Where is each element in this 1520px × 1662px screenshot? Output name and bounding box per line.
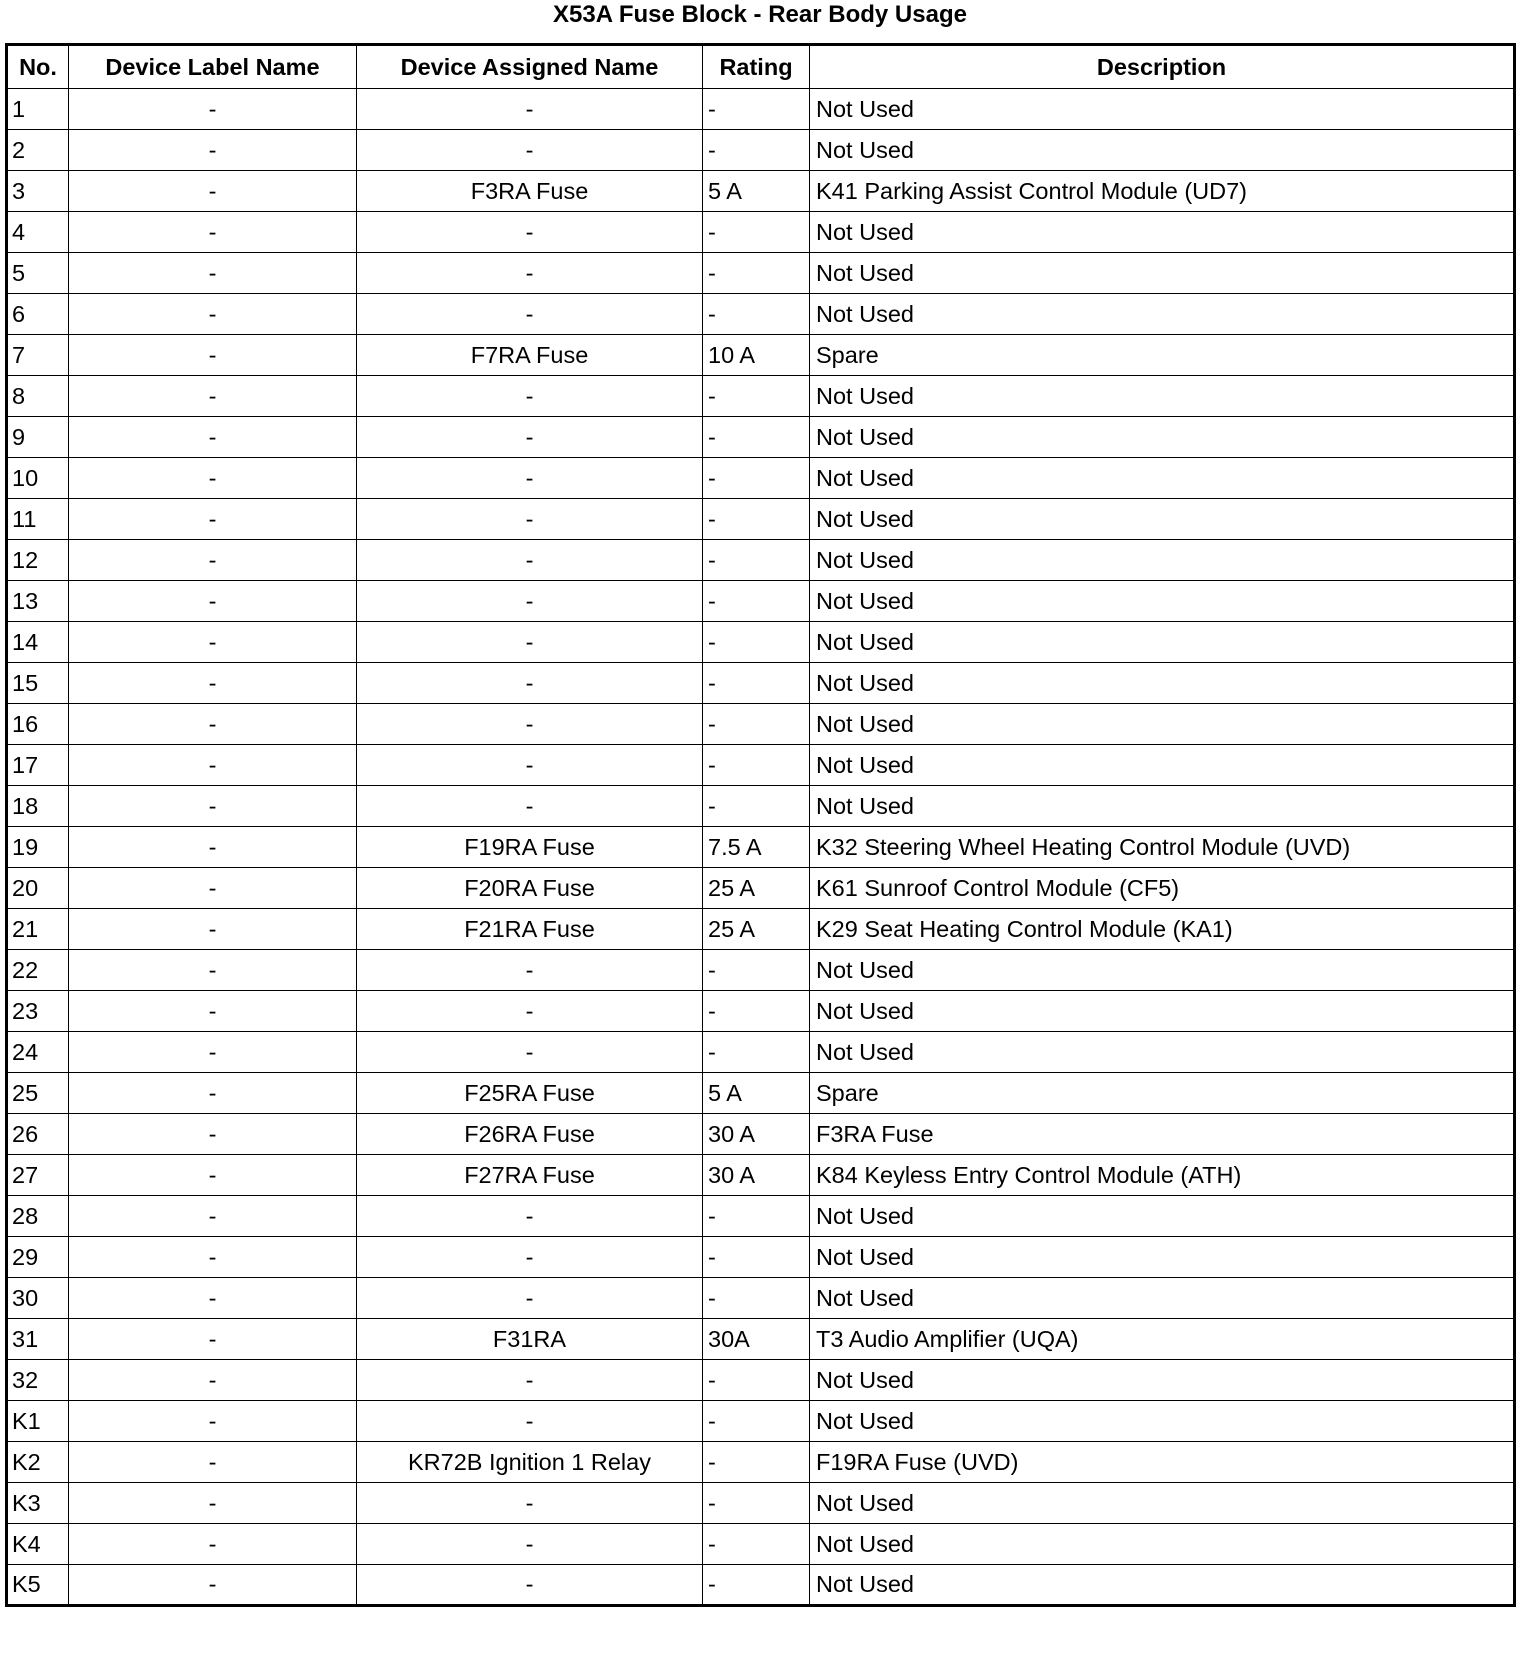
cell-device-assigned-name: - <box>357 253 703 294</box>
cell-description: Spare <box>810 1073 1515 1114</box>
cell-device-label-name: - <box>69 1319 357 1360</box>
cell-device-assigned-name: - <box>357 1196 703 1237</box>
table-row <box>7 786 1515 827</box>
cell-rating: - <box>703 294 810 335</box>
table-row <box>7 1237 1515 1278</box>
table-row <box>7 950 1515 991</box>
cell-description: T3 Audio Amplifier (UQA) <box>810 1319 1515 1360</box>
cell-description: Not Used <box>810 130 1515 171</box>
cell-description: Not Used <box>810 704 1515 745</box>
cell-device-assigned-name: - <box>357 991 703 1032</box>
cell-rating: - <box>703 1032 810 1073</box>
cell-rating: - <box>703 704 810 745</box>
table-body <box>7 89 1515 1606</box>
cell-description: Not Used <box>810 1032 1515 1073</box>
cell-device-label-name: - <box>69 1401 357 1442</box>
cell-rating: - <box>703 786 810 827</box>
cell-device-assigned-name: F31RA <box>357 1319 703 1360</box>
cell-device-label-name: - <box>69 130 357 171</box>
cell-rating: 5 A <box>703 171 810 212</box>
cell-description: Not Used <box>810 417 1515 458</box>
cell-device-assigned-name: - <box>357 540 703 581</box>
cell-description: F19RA Fuse (UVD) <box>810 1442 1515 1483</box>
cell-device-assigned-name: - <box>357 704 703 745</box>
cell-device-label-name: - <box>69 1114 357 1155</box>
cell-device-label-name: - <box>69 991 357 1032</box>
cell-no: 21 <box>7 909 69 950</box>
cell-rating: - <box>703 622 810 663</box>
cell-device-label-name: - <box>69 704 357 745</box>
cell-description: Not Used <box>810 581 1515 622</box>
cell-rating: - <box>703 499 810 540</box>
column-header-device-label-name: Device Label Name <box>69 45 357 89</box>
cell-rating: - <box>703 1483 810 1524</box>
cell-no: 12 <box>7 540 69 581</box>
cell-rating: - <box>703 540 810 581</box>
cell-device-label-name: - <box>69 1073 357 1114</box>
cell-description: K29 Seat Heating Control Module (KA1) <box>810 909 1515 950</box>
cell-rating: - <box>703 745 810 786</box>
cell-rating: - <box>703 417 810 458</box>
table-row <box>7 1073 1515 1114</box>
table-row <box>7 499 1515 540</box>
cell-rating: 10 A <box>703 335 810 376</box>
cell-description: Not Used <box>810 1360 1515 1401</box>
cell-device-assigned-name: F3RA Fuse <box>357 171 703 212</box>
cell-no: 19 <box>7 827 69 868</box>
cell-device-assigned-name: - <box>357 1524 703 1565</box>
cell-no: 2 <box>7 130 69 171</box>
cell-device-label-name: - <box>69 581 357 622</box>
cell-device-assigned-name: - <box>357 786 703 827</box>
cell-device-assigned-name: - <box>357 89 703 130</box>
cell-device-assigned-name: - <box>357 417 703 458</box>
cell-no: 16 <box>7 704 69 745</box>
table-row <box>7 294 1515 335</box>
cell-no: 13 <box>7 581 69 622</box>
cell-description: F3RA Fuse <box>810 1114 1515 1155</box>
cell-no: 10 <box>7 458 69 499</box>
cell-no: 15 <box>7 663 69 704</box>
cell-rating: - <box>703 1401 810 1442</box>
cell-rating: - <box>703 376 810 417</box>
cell-device-label-name: - <box>69 1032 357 1073</box>
cell-device-label-name: - <box>69 376 357 417</box>
table-row <box>7 171 1515 212</box>
cell-device-label-name: - <box>69 1360 357 1401</box>
table-row <box>7 1360 1515 1401</box>
cell-device-label-name: - <box>69 1442 357 1483</box>
cell-rating: 5 A <box>703 1073 810 1114</box>
column-header-device-assigned-name: Device Assigned Name <box>357 45 703 89</box>
cell-device-assigned-name: - <box>357 376 703 417</box>
cell-description: Not Used <box>810 1237 1515 1278</box>
cell-no: 27 <box>7 1155 69 1196</box>
cell-device-label-name: - <box>69 1196 357 1237</box>
cell-device-label-name: - <box>69 1278 357 1319</box>
cell-device-label-name: - <box>69 540 357 581</box>
table-row <box>7 909 1515 950</box>
cell-device-label-name: - <box>69 417 357 458</box>
cell-device-assigned-name: - <box>357 1278 703 1319</box>
cell-rating: 7.5 A <box>703 827 810 868</box>
table-header-row <box>7 45 1515 89</box>
cell-description: Not Used <box>810 499 1515 540</box>
cell-no: 22 <box>7 950 69 991</box>
cell-rating: - <box>703 253 810 294</box>
cell-description: Not Used <box>810 745 1515 786</box>
cell-no: 6 <box>7 294 69 335</box>
cell-description: Not Used <box>810 89 1515 130</box>
cell-no: K2 <box>7 1442 69 1483</box>
table-row <box>7 1114 1515 1155</box>
table-row <box>7 745 1515 786</box>
table-row <box>7 581 1515 622</box>
table-row <box>7 663 1515 704</box>
cell-rating: - <box>703 1196 810 1237</box>
cell-rating: - <box>703 1278 810 1319</box>
column-header-rating: Rating <box>703 45 810 89</box>
cell-rating: 30A <box>703 1319 810 1360</box>
cell-no: 7 <box>7 335 69 376</box>
cell-no: K4 <box>7 1524 69 1565</box>
cell-description: Not Used <box>810 1524 1515 1565</box>
cell-device-assigned-name: - <box>357 212 703 253</box>
cell-rating: - <box>703 1565 810 1606</box>
cell-device-label-name: - <box>69 745 357 786</box>
cell-rating: - <box>703 1360 810 1401</box>
column-header-no: No. <box>7 45 69 89</box>
table-row <box>7 1483 1515 1524</box>
cell-no: 28 <box>7 1196 69 1237</box>
cell-device-assigned-name: KR72B Ignition 1 Relay <box>357 1442 703 1483</box>
cell-device-label-name: - <box>69 253 357 294</box>
cell-device-label-name: - <box>69 1524 357 1565</box>
cell-rating: - <box>703 950 810 991</box>
cell-device-label-name: - <box>69 212 357 253</box>
table-row <box>7 335 1515 376</box>
cell-no: 32 <box>7 1360 69 1401</box>
cell-no: 1 <box>7 89 69 130</box>
cell-rating: - <box>703 458 810 499</box>
cell-rating: - <box>703 212 810 253</box>
cell-description: Not Used <box>810 253 1515 294</box>
table-row <box>7 622 1515 663</box>
cell-no: 11 <box>7 499 69 540</box>
cell-description: Not Used <box>810 1278 1515 1319</box>
cell-device-label-name: - <box>69 909 357 950</box>
cell-device-assigned-name: F19RA Fuse <box>357 827 703 868</box>
cell-device-label-name: - <box>69 499 357 540</box>
cell-device-assigned-name: - <box>357 499 703 540</box>
table-row <box>7 376 1515 417</box>
cell-device-assigned-name: - <box>357 1565 703 1606</box>
table-row <box>7 1278 1515 1319</box>
table-row <box>7 540 1515 581</box>
cell-rating: - <box>703 663 810 704</box>
cell-rating: - <box>703 1237 810 1278</box>
cell-rating: - <box>703 1524 810 1565</box>
cell-rating: - <box>703 89 810 130</box>
cell-device-label-name: - <box>69 786 357 827</box>
cell-device-assigned-name: - <box>357 458 703 499</box>
cell-rating: 30 A <box>703 1155 810 1196</box>
cell-description: Not Used <box>810 1196 1515 1237</box>
cell-device-label-name: - <box>69 1237 357 1278</box>
table-row <box>7 417 1515 458</box>
cell-device-label-name: - <box>69 335 357 376</box>
cell-rating: - <box>703 1442 810 1483</box>
cell-no: 29 <box>7 1237 69 1278</box>
cell-device-assigned-name: - <box>357 745 703 786</box>
cell-no: 4 <box>7 212 69 253</box>
cell-no: K1 <box>7 1401 69 1442</box>
cell-no: 8 <box>7 376 69 417</box>
cell-no: 14 <box>7 622 69 663</box>
table-row <box>7 89 1515 130</box>
table-row <box>7 1319 1515 1360</box>
table-row <box>7 1401 1515 1442</box>
cell-device-label-name: - <box>69 458 357 499</box>
cell-description: Not Used <box>810 540 1515 581</box>
column-header-description: Description <box>810 45 1515 89</box>
cell-no: 26 <box>7 1114 69 1155</box>
cell-device-assigned-name: - <box>357 130 703 171</box>
cell-no: 31 <box>7 1319 69 1360</box>
cell-description: Not Used <box>810 376 1515 417</box>
cell-device-assigned-name: - <box>357 294 703 335</box>
cell-device-label-name: - <box>69 1565 357 1606</box>
table-row <box>7 827 1515 868</box>
cell-device-label-name: - <box>69 171 357 212</box>
cell-device-label-name: - <box>69 294 357 335</box>
table-row <box>7 1442 1515 1483</box>
cell-description: Not Used <box>810 1565 1515 1606</box>
table-row <box>7 1565 1515 1606</box>
cell-description: K61 Sunroof Control Module (CF5) <box>810 868 1515 909</box>
cell-no: K5 <box>7 1565 69 1606</box>
table-row <box>7 253 1515 294</box>
cell-rating: - <box>703 991 810 1032</box>
cell-no: 18 <box>7 786 69 827</box>
cell-device-label-name: - <box>69 622 357 663</box>
cell-device-label-name: - <box>69 868 357 909</box>
cell-device-assigned-name: F20RA Fuse <box>357 868 703 909</box>
table-row <box>7 212 1515 253</box>
cell-description: Not Used <box>810 622 1515 663</box>
cell-no: 20 <box>7 868 69 909</box>
cell-device-assigned-name: - <box>357 1483 703 1524</box>
cell-device-label-name: - <box>69 827 357 868</box>
cell-description: Not Used <box>810 950 1515 991</box>
cell-no: 25 <box>7 1073 69 1114</box>
cell-device-assigned-name: F25RA Fuse <box>357 1073 703 1114</box>
cell-device-label-name: - <box>69 1155 357 1196</box>
cell-device-assigned-name: - <box>357 581 703 622</box>
cell-device-assigned-name: - <box>357 663 703 704</box>
cell-no: 23 <box>7 991 69 1032</box>
table-row <box>7 1524 1515 1565</box>
cell-device-assigned-name: F21RA Fuse <box>357 909 703 950</box>
cell-description: Not Used <box>810 786 1515 827</box>
cell-description: Not Used <box>810 212 1515 253</box>
table-row <box>7 458 1515 499</box>
table-row <box>7 704 1515 745</box>
cell-no: 3 <box>7 171 69 212</box>
cell-device-label-name: - <box>69 950 357 991</box>
cell-rating: - <box>703 130 810 171</box>
cell-description: K32 Steering Wheel Heating Control Module (UVD) <box>810 827 1515 868</box>
cell-device-label-name: - <box>69 663 357 704</box>
cell-rating: 30 A <box>703 1114 810 1155</box>
table-row <box>7 1196 1515 1237</box>
cell-rating: 25 A <box>703 868 810 909</box>
cell-no: 30 <box>7 1278 69 1319</box>
table-row <box>7 991 1515 1032</box>
cell-device-assigned-name: - <box>357 1360 703 1401</box>
page-title: X53A Fuse Block - Rear Body Usage <box>553 1 967 28</box>
cell-description: Not Used <box>810 458 1515 499</box>
cell-device-label-name: - <box>69 89 357 130</box>
cell-no: K3 <box>7 1483 69 1524</box>
cell-device-assigned-name: - <box>357 1237 703 1278</box>
cell-device-assigned-name: F7RA Fuse <box>357 335 703 376</box>
table-row <box>7 1032 1515 1073</box>
cell-device-assigned-name: - <box>357 1401 703 1442</box>
table-row <box>7 130 1515 171</box>
cell-description: Not Used <box>810 1401 1515 1442</box>
cell-device-assigned-name: F26RA Fuse <box>357 1114 703 1155</box>
cell-description: Not Used <box>810 991 1515 1032</box>
cell-rating: - <box>703 581 810 622</box>
cell-description: Not Used <box>810 663 1515 704</box>
cell-description: K84 Keyless Entry Control Module (ATH) <box>810 1155 1515 1196</box>
cell-device-label-name: - <box>69 1483 357 1524</box>
cell-no: 17 <box>7 745 69 786</box>
cell-no: 24 <box>7 1032 69 1073</box>
cell-description: Not Used <box>810 1483 1515 1524</box>
cell-description: K41 Parking Assist Control Module (UD7) <box>810 171 1515 212</box>
cell-description: Not Used <box>810 294 1515 335</box>
cell-device-assigned-name: - <box>357 950 703 991</box>
cell-description: Spare <box>810 335 1515 376</box>
cell-device-assigned-name: - <box>357 1032 703 1073</box>
cell-no: 9 <box>7 417 69 458</box>
table-row <box>7 868 1515 909</box>
cell-no: 5 <box>7 253 69 294</box>
cell-device-assigned-name: F27RA Fuse <box>357 1155 703 1196</box>
cell-device-assigned-name: - <box>357 622 703 663</box>
table-row <box>7 1155 1515 1196</box>
fuse-usage-table <box>5 43 1516 1607</box>
cell-rating: 25 A <box>703 909 810 950</box>
